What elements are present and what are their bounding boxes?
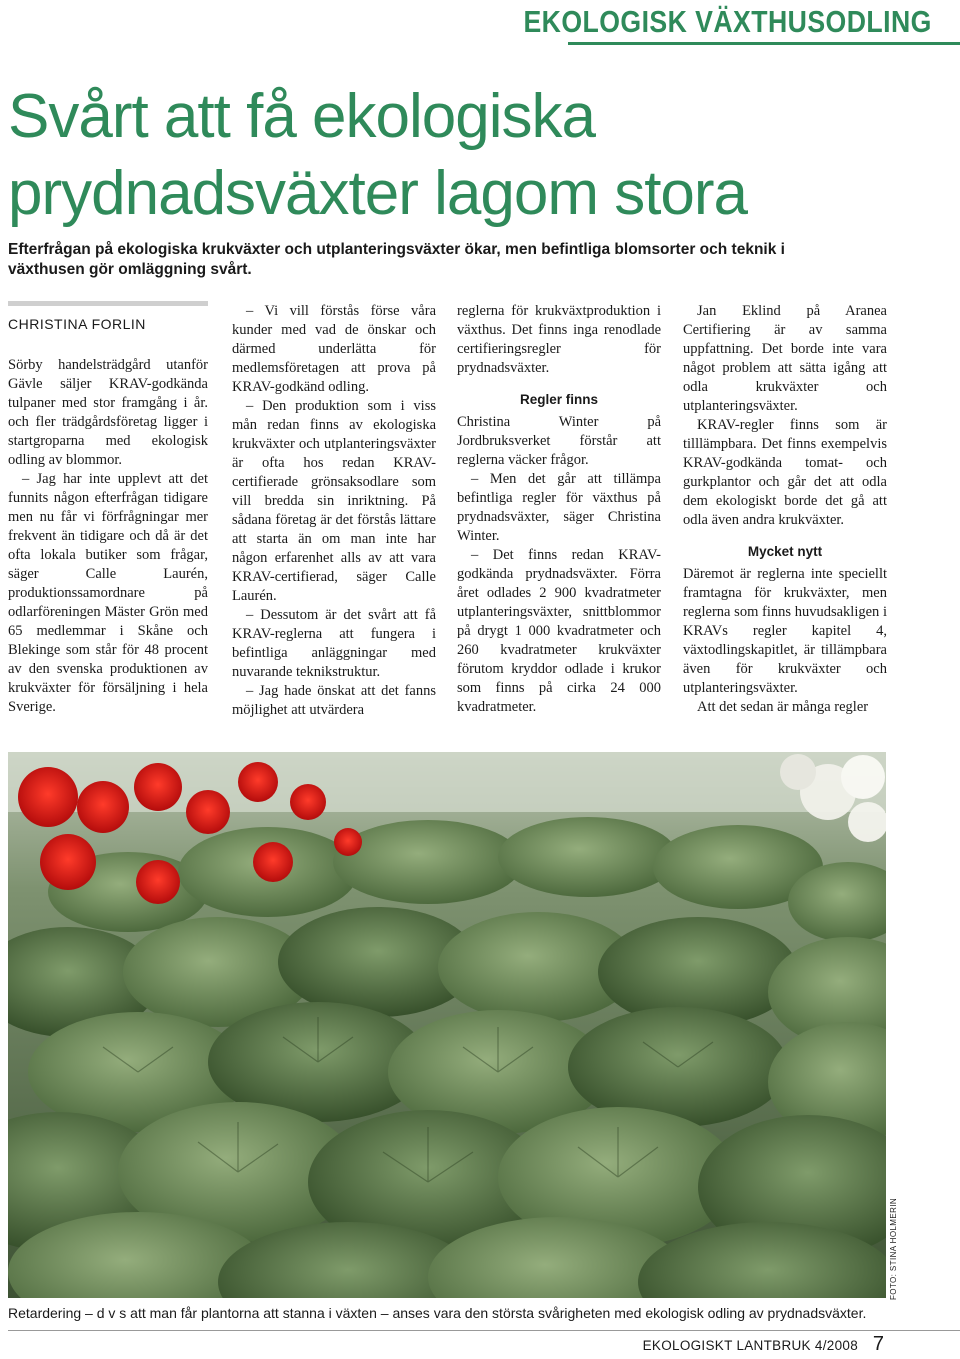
paragraph: Jan Eklind på Aranea Certifiering är av samma uppfattning. Det borde inte vara något problem att sätta igång att odla krukväxter och utplanteringsväxter.	[683, 303, 887, 414]
section-rule	[568, 42, 960, 45]
subheading-mycket-nytt: Mycket nytt	[747, 544, 823, 559]
paragraph: – Men det går att tillämpa befintliga regler för växthus på prydnadsväxter, säger Christina Winter.	[457, 471, 661, 544]
photo-caption: Retardering – d v s att man får plantorna att stanna i växten – anses vara den största svårigheten med ekologisk odling av prydnadsväxter.	[8, 1305, 867, 1321]
photo-credit: FOTO: STINA HOLMERIN	[889, 1197, 898, 1300]
paragraph: Att det sedan är många regler	[697, 699, 869, 715]
text-column-2	[232, 302, 436, 720]
paragraph: – Vi vill förstås förse våra kunder med vad de önskar och därmed underlätta för medlemsföretagen att prova på KRAV-godkänd odling.	[232, 303, 436, 395]
text-column-4	[683, 302, 887, 717]
caption-rule	[8, 1330, 960, 1331]
paragraph: Däremot är reglerna inte speciellt framtagna för krukväxter, men reglerna som finns huvudsakligen i KRAVs regler kapitel 4, växtodlingskapitlet, är tillämpbara även för krukväxter och utplanteringsväxter.	[683, 566, 887, 696]
byline-rule	[8, 301, 208, 306]
paragraph: – Jag har inte upplevt att det funnits någon efterfrågan tidigare men nu får vi förfrågningar mer frekvent än tidigare och då är det ofta lokala butiker som frågar, säger Calle Laurén, produktionssamordnare på odlarföreningen Mäster Grön med 65 medlemmar i Skåne och Blekinge som står för 48 procent av den svenska produktionen av krukväxter för försäljning i hela Sverige.	[8, 471, 208, 715]
geranium-greenhouse-photo	[8, 752, 886, 1298]
article-lead: Efterfrågan på ekologiska krukväxter och utplanteringsväxter ökar, men befintliga blomsorter och teknik i växthusen gör omläggning svårt.	[8, 241, 785, 278]
footer-publication: EKOLOGISKT LANTBRUK 4/2008	[642, 1338, 858, 1353]
article-headline	[8, 78, 948, 232]
paragraph: – Jag hade önskat att det fanns möjlighet att utvärdera	[232, 683, 436, 718]
article-byline: CHRISTINA FORLIN	[8, 316, 146, 332]
article-photo	[8, 752, 886, 1298]
paragraph: – Dessutom är det svårt att få KRAV-reglerna att fungera i befintliga anläggningar med nuvarande teknikstruktur.	[232, 607, 436, 680]
paragraph: KRAV-regler finns som är tilllämpbara. Det finns exempelvis KRAV-godkända tomat- och gurkplantor och går det att odla dem ekologiskt borde det gå att odla även andra krukväxter.	[683, 417, 887, 528]
paragraph: Sörby handelsträdgård utanför Gävle säljer KRAV-godkända tulpaner med stor framgång i år. och fler trädgårdsföretag ligger i startgroparna med ekologisk odling av blommor.	[8, 357, 208, 468]
section-label: EKOLOGISK VÄXTHUSODLING	[523, 4, 932, 39]
paragraph: – Det finns redan KRAV-godkända prydnadsväxter. Förra året odlades 2 900 kvadratmeter utplanteringsväxter, snittblommor på drygt 1 000 kvadratmeter och 260 kvadratmeter krukväxter förutom kryddor odlade i krukor som finns på cirka 24 000 kvadratmeter.	[457, 547, 661, 715]
headline-line-2: prydnadsväxter lagom stora	[8, 159, 748, 228]
paragraph: reglerna för krukväxtproduktion i växthus. Det finns inga renodlade certifieringsregler för prydnadsväxter.	[457, 303, 661, 376]
subheading-regler-finns: Regler finns	[519, 392, 598, 407]
text-column-1	[8, 356, 208, 717]
headline-line-1: Svårt att få ekologiska	[8, 82, 595, 151]
text-column-3	[457, 302, 661, 717]
paragraph: – Den produktion som i viss mån redan finns av ekologiska krukväxter och utplanteringsväxter är ofta hos redan KRAV-certifierade grönsaksodlare som vill bredda sin inriktning. På sådana företag är det förstås lättare att starta än om man inte har någon erfarenhet alls av att vara KRAV-certifierad, säger Calle Laurén.	[232, 398, 436, 604]
page-number: 7	[872, 1333, 884, 1355]
paragraph: Christina Winter på Jordbruksverket förstår att reglerna väcker frågor.	[457, 414, 661, 468]
